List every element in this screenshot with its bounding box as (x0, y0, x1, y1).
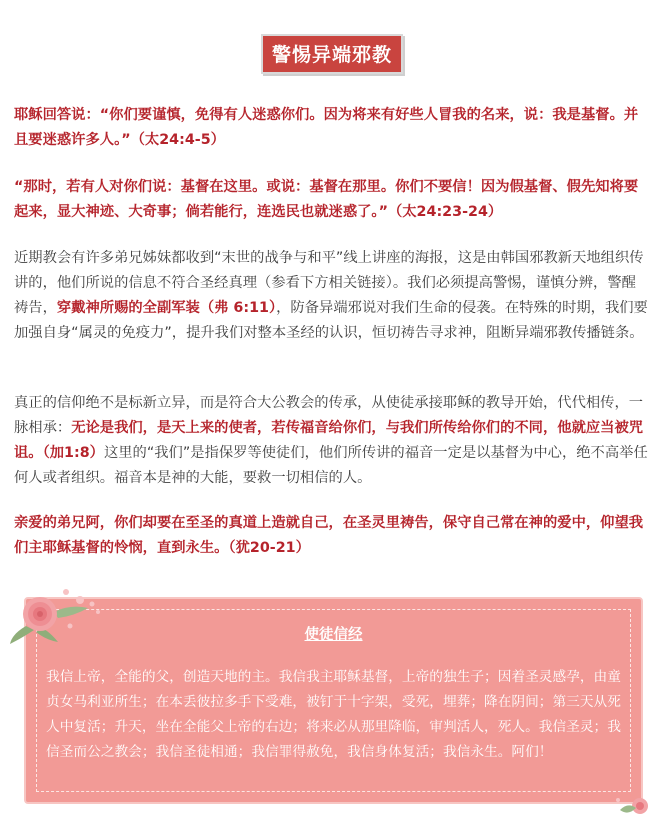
paragraph-warning-text-2: ，防备异端邪说对我们生命的侵袭。在特殊的时期，我们要加强自身“属灵的免疫力”，提升我们对整本圣经的认识，恒切祷告寻求神，阻断异端邪教传播链条。 (14, 300, 648, 341)
creed-title: 使徒信经 (304, 627, 363, 643)
scripture-quote-jude-20: 亲爱的弟兄阿，你们却要在至圣的真道上造就自己，在圣灵里祷告，保守自己常在神的爱中，仰望我们主耶稣基督的怜悯，直到永生。（犹20-21） (14, 515, 644, 556)
scripture-quote-matthew-24-4: 耶稣回答说：“你们要谨慎，免得有人迷惑你们。因为将来有好些人冒我的名来，说：我是基督。并且要迷惑许多人。”（太24:4-5） (14, 107, 639, 148)
creed-text: 我信上帝，全能的父，创造天地的主。我信我主耶稣基督，上帝的独生子；因着圣灵感孕，由童贞女马利亚所生；在本丢彼拉多手下受难，被钉于十字架，受死，埋葬；降在阴间；第三天从死人中复活；升天，坐在全能父上帝的右边；将来必从那里降临，审判活人，死人。我信圣灵；我信圣而公之教会；我信圣徒相通；我信罪得赦免，我信身体复活；我信永生。阿们！ (46, 669, 621, 760)
scripture-quote-matthew-24-23: “那时，若有人对你们说：基督在这里。或说：基督在那里。你们不要信！因为假基督、假先知将要起来，显大神迹、大奇事；倘若能行，连选民也就迷惑了。”（太24:23-24） (14, 179, 639, 220)
paragraph-warning (14, 246, 650, 346)
paragraph-true-faith-text-1: 真正的信仰绝不是标新立异，而是符合大公教会的传承，从使徒承接耶稣的教导开始，代代相传，一脉相承： (14, 395, 644, 436)
page-title: 警惕异端邪教 (261, 34, 403, 74)
corner-flower-icon (610, 790, 654, 820)
rose-decoration-icon (6, 582, 106, 646)
paragraph-warning-text-1: 近期教会有许多弟兄姊妹都收到“末世的战争与和平”线上讲座的海报，这是由韩国邪教新天地组织传讲的，他们所说的信息不符合圣经真理（参看下方相关链接）。我们必须提高警惕，谨慎分辨，警醒祷告， (14, 250, 644, 316)
paragraph-true-faith-text-2: 这里的“我们”是指保罗等使徒们，他们所传讲的福音一定是以基督为中心，绝不高举任何人或者组织。福音本是神的大能，要救一切相信的人。 (14, 445, 648, 486)
title-banner (0, 34, 664, 74)
paragraph-true-faith-highlight: 无论是我们，是天上来的使者，若传福音给你们，与我们所传给你们的不同，他就应当被咒诅。（加1:8） (14, 420, 644, 461)
paragraph-warning-highlight: 穿戴神所赐的全副军装（弗 6:11） (56, 300, 277, 316)
paragraph-true-faith (14, 391, 650, 491)
apostles-creed-box (24, 597, 643, 804)
